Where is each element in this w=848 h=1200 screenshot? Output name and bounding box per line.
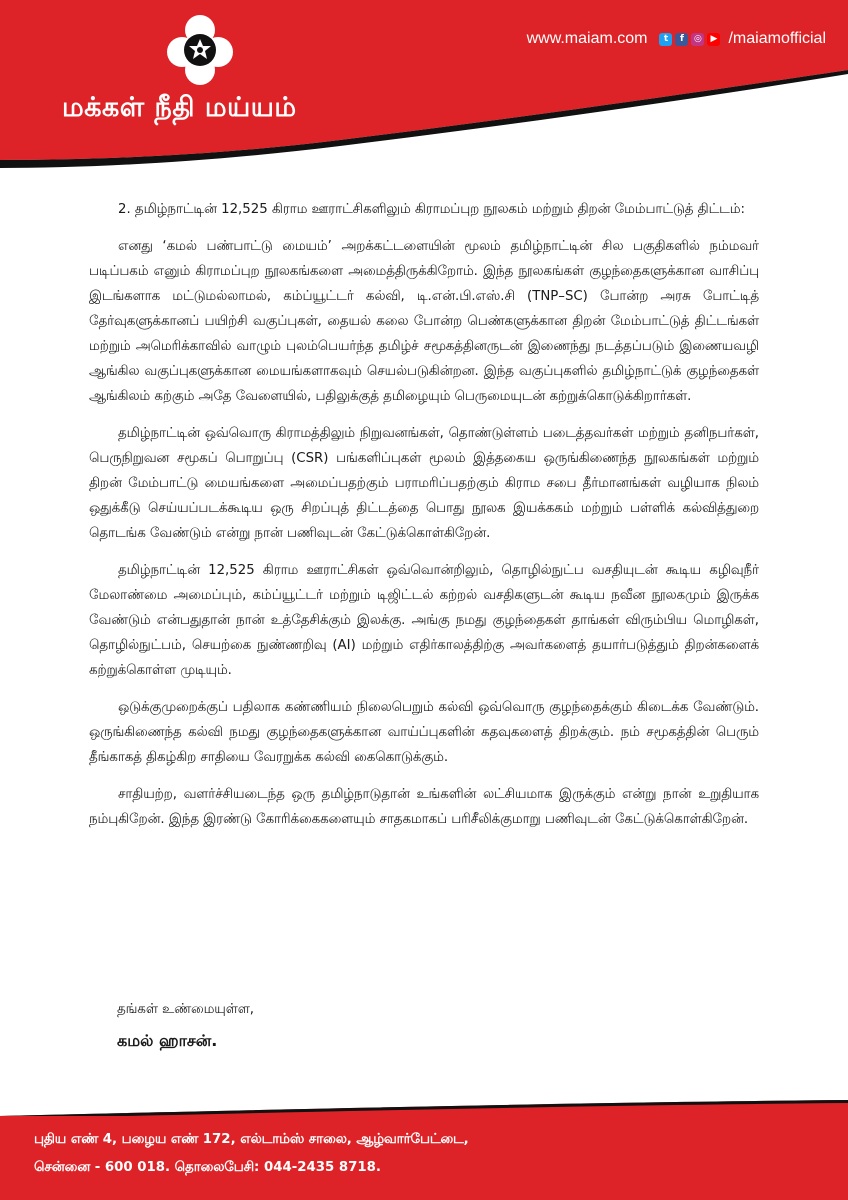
- paragraph: 2. தமிழ்நாட்டின் 12,525 கிராம ஊராட்சிகளிலும் கிராமப்புற நூலகம் மற்றும் திறன் மேம்பாட்டுத் திட்டம்:: [118, 202, 745, 217]
- paragraph: சாதியற்ற, வளர்ச்சியடைந்த ஒரு தமிழ்நாடுதான் உங்களின் லட்சியமாக இருக்கும் என்று நான் உறுதியாக நம்புகிறேன். இந்த இரண்டு கோரிக்கைகளையும் சாதகமாகப் பரிசீலிக்குமாறு பணிவுடன் கேட்டுக்கொள்கிறேன்.: [89, 787, 759, 827]
- signature: கமல் ஹாசன்.: [117, 1031, 218, 1050]
- twitter-icon[interactable]: t: [659, 33, 672, 46]
- address-line: புதிய எண் 4, பழைய எண் 172, எல்டாம்ஸ் சாலை, ஆழ்வார்பேட்டை,: [34, 1132, 469, 1147]
- closing-line: தங்கள் உண்மையுள்ள,: [117, 1002, 254, 1017]
- header-links: [527, 30, 826, 48]
- social-handle[interactable]: /maiamofficial: [728, 30, 826, 47]
- party-logo: [160, 12, 240, 88]
- paragraph: தமிழ்நாட்டின் 12,525 கிராம ஊராட்சிகள் ஒவ்வொன்றிலும், தொழில்நுட்ப வசதியுடன் கூடிய கழிவுநீர் மேலாண்மை அமைப்பும், கம்ப்யூட்டர் மற்றும் டிஜிட்டல் கற்றல் வசதிகளுடன் கூடிய நவீன நூலகமும் இருக்க வேண்டும் என்பதுதான் நான் உத்தேசிக்கும் இலக்கு. அங்கு நமது குழந்தைகள் தாங்கள் விரும்பிய மொழிகள், தொழில்நுட்பம், செயற்கை நுண்ணறிவு (AI) மற்றும் எதிர்காலத்திற்கு அவர்களைத் தயார்படுத்தும் திறன்களைக் கற்றுக்கொள்ள முடியும்.: [89, 563, 759, 678]
- instagram-icon[interactable]: ◎: [691, 33, 704, 46]
- facebook-icon[interactable]: f: [675, 33, 688, 46]
- paragraph: ஒடுக்குமுறைக்குப் பதிலாக கண்ணியம் நிலைபெறும் கல்வி ஒவ்வொரு குழந்தைக்கும் கிடைக்க வேண்டும். ஒருங்கிணைந்த கல்வி நமது குழந்தைகளுக்கான வாய்ப்புகளின் கதவுகளைத் திறக்கும். நம் சமூகத்தின் பெரும் தீங்காகத் திகழ்கிற சாதியை வேரறுக்க கல்வி கைகொடுக்கும்.: [89, 700, 759, 765]
- brand-name: மக்கள் நீதி மய்யம்: [62, 92, 297, 123]
- paragraph: தமிழ்நாட்டின் ஒவ்வொரு கிராமத்திலும் நிறுவனங்கள், தொண்டுள்ளம் படைத்தவர்கள் மற்றும் தனிநபர்கள், பெருநிறுவன சமூகப் பொறுப்பு (CSR) பங்களிப்புகள் மூலம் இத்தகைய ஒருங்கிணைந்த நூலகங்கள் மற்றும் திறன் மேம்பாட்டு மையங்களை அமைப்பதற்கும் பராமரிப்பதற்கும் கிராம சபை தீர்மானங்கள் வழியாக நிலம் ஒதுக்கீடு செய்யப்படக்கூடிய ஒரு சிறப்புத் திட்டத்தை பொது நூலக இயக்ககம் மற்றும் பள்ளிக் கல்வித்துறை தொடங்க வேண்டும் என்று நான் பணிவுடன் கேட்டுக்கொள்கிறேன்.: [89, 426, 759, 541]
- letter-body: [89, 197, 759, 844]
- paragraph: எனது ‘கமல் பண்பாட்டு மையம்’ அறக்கட்டளையின் மூலம் தமிழ்நாட்டின் சில பகுதிகளில் நம்மவர் படிப்பகம் எனும் கிராமப்புற நூலகங்களை அமைத்திருக்கிறோம். இந்த நூலகங்கள் குழந்தைகளுக்கான வாசிப்பு இடங்களாக மட்டுமல்லாமல், கம்ப்யூட்டர் கல்வி, டி.என்.பி.எஸ்.சி (TNP–SC) போன்ற அரசு போட்டித் தேர்வுகளுக்கானப் பயிற்சி வகுப்புகள், தையல் கலை போன்ற பெண்களுக்கான திறன் மேம்பாட்டுத் திட்டங்கள் மற்றும் அமெரிக்காவில் வாழும் புலம்பெயர்ந்த தமிழ்ச் சமூகத்தினருடன் இணைந்து நடத்தப்படும் இணையவழி ஆங்கில வகுப்புகளுக்கான மையங்களாகவும் செயல்படுகின்றன. இந்த வகுப்புகளில் தமிழ்நாட்டுக் குழந்தைகள் ஆங்கிலம் கற்கும் அதே வேளையில், பதிலுக்குத் தமிழையும் பெருமையுடன் கற்றுக்கொடுக்கிறார்கள்.: [89, 239, 759, 404]
- footer-bar: [0, 1116, 848, 1200]
- contact-line: சென்னை - 600 018. தொலைபேசி: 044-2435 8718.: [34, 1160, 381, 1175]
- website-link[interactable]: www.maiam.com: [526, 30, 648, 47]
- social-icons: [659, 33, 720, 46]
- youtube-icon[interactable]: ▶: [707, 33, 720, 46]
